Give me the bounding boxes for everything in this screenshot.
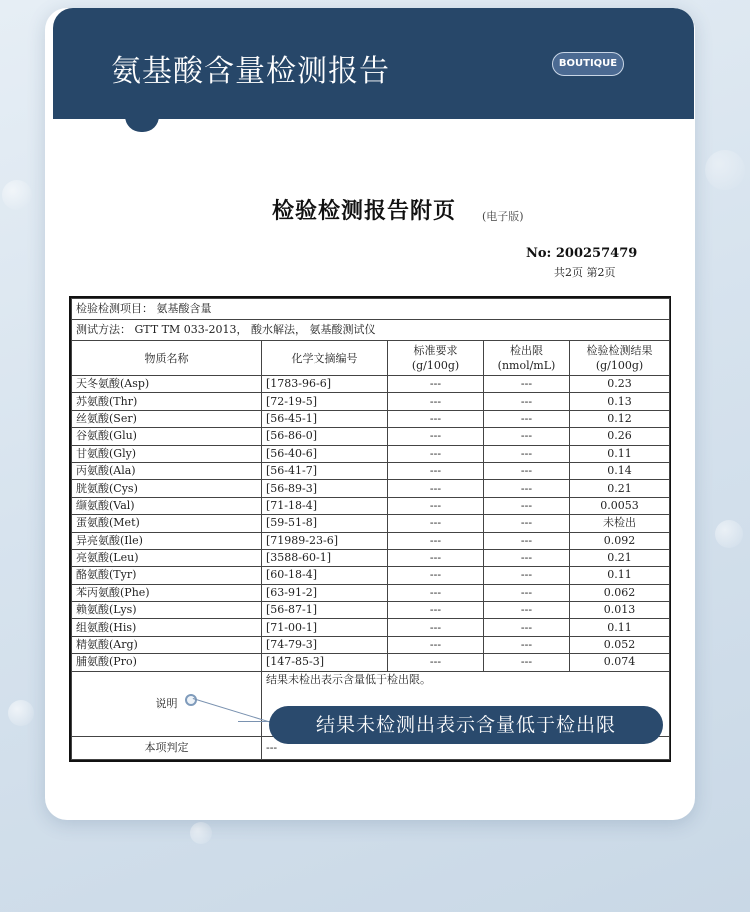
cell-limit: --- <box>484 532 570 549</box>
cell-result: 0.11 <box>570 445 670 462</box>
table-row <box>72 480 670 497</box>
document-title: 检验检测报告附页 <box>272 198 457 224</box>
explain-text: 结果未检出表示含量低于检出限。 <box>262 671 670 736</box>
test-item-label: 检验检测项目： 氨基酸含量 <box>72 299 670 320</box>
cell-result: 0.23 <box>570 376 670 393</box>
table-row <box>72 428 670 445</box>
cell-standard: --- <box>388 567 484 584</box>
cell-result: 0.0053 <box>570 497 670 514</box>
cell-cas: [1783-96-6] <box>262 376 388 393</box>
cell-cas: [71989-23-6] <box>262 532 388 549</box>
cell-standard: --- <box>388 462 484 479</box>
table-row <box>72 445 670 462</box>
cell-limit: --- <box>484 619 570 636</box>
cell-standard: --- <box>388 428 484 445</box>
report-card <box>45 8 695 820</box>
cell-limit: --- <box>484 549 570 566</box>
cell-result: 0.052 <box>570 636 670 653</box>
cell-cas: [63-91-2] <box>262 584 388 601</box>
cell-name: 异亮氨酸(Ile) <box>72 532 262 549</box>
cell-limit: --- <box>484 515 570 532</box>
table-row <box>72 549 670 566</box>
cell-standard: --- <box>388 532 484 549</box>
final-value: --- <box>262 736 670 759</box>
table-row <box>72 462 670 479</box>
cell-cas: [3588-60-1] <box>262 549 388 566</box>
page-title: 氨基酸含量检测报告 <box>111 54 390 89</box>
cell-limit: --- <box>484 462 570 479</box>
cell-name: 甘氨酸(Gly) <box>72 445 262 462</box>
column-header-standard: 标准要求 (g/100g) <box>388 341 484 376</box>
cell-name: 精氨酸(Arg) <box>72 636 262 653</box>
cell-name: 组氨酸(His) <box>72 619 262 636</box>
test-item-row <box>72 299 670 320</box>
report-number: No: 200257479 <box>526 246 638 261</box>
cell-cas: [60-18-4] <box>262 567 388 584</box>
test-method-label: 测试方法： GTT TM 033-2013， 酸水解法， 氨基酸测试仪 <box>72 320 670 341</box>
table-row <box>72 515 670 532</box>
cell-result: 0.062 <box>570 584 670 601</box>
cell-standard: --- <box>388 515 484 532</box>
cell-cas: [56-40-6] <box>262 445 388 462</box>
cell-cas: [56-41-7] <box>262 462 388 479</box>
cell-result: 0.26 <box>570 428 670 445</box>
cell-name: 亮氨酸(Leu) <box>72 549 262 566</box>
cell-name: 赖氨酸(Lys) <box>72 602 262 619</box>
cell-name: 缬氨酸(Val) <box>72 497 262 514</box>
cell-limit: --- <box>484 480 570 497</box>
document-title-suffix: (电子版) <box>482 210 524 223</box>
cell-limit: --- <box>484 445 570 462</box>
cell-name: 苏氨酸(Thr) <box>72 393 262 410</box>
header-notch <box>125 116 159 132</box>
table-row <box>72 619 670 636</box>
cell-cas: [56-45-1] <box>262 410 388 427</box>
table-row <box>72 654 670 671</box>
background-bubble <box>2 180 32 210</box>
cell-limit: --- <box>484 567 570 584</box>
final-label: 本项判定 <box>72 736 262 759</box>
cell-cas: [147-85-3] <box>262 654 388 671</box>
cell-limit: --- <box>484 584 570 601</box>
cell-result: 0.12 <box>570 410 670 427</box>
cell-limit: --- <box>484 393 570 410</box>
cell-standard: --- <box>388 619 484 636</box>
cell-result: 0.11 <box>570 567 670 584</box>
column-header-limit: 检出限 (nmol/mL) <box>484 341 570 376</box>
page-info: 共2页 第2页 <box>554 266 616 279</box>
cell-limit: --- <box>484 410 570 427</box>
cell-standard: --- <box>388 445 484 462</box>
table-row <box>72 410 670 427</box>
table-row <box>72 532 670 549</box>
background-bubble <box>190 822 212 844</box>
cell-name: 蛋氨酸(Met) <box>72 515 262 532</box>
cell-result: 0.092 <box>570 532 670 549</box>
boutique-badge: BOUTIQUE <box>552 52 624 76</box>
cell-standard: --- <box>388 497 484 514</box>
cell-name: 苯丙氨酸(Phe) <box>72 584 262 601</box>
cell-result: 0.013 <box>570 602 670 619</box>
table-header-row <box>72 341 670 376</box>
cell-result: 0.21 <box>570 549 670 566</box>
cell-cas: [72-19-5] <box>262 393 388 410</box>
cell-standard: --- <box>388 549 484 566</box>
cell-name: 丙氨酸(Ala) <box>72 462 262 479</box>
callout-note: 结果未检测出表示含量低于检出限 <box>269 706 663 744</box>
cell-cas: [71-18-4] <box>262 497 388 514</box>
cell-result: 0.14 <box>570 462 670 479</box>
cell-result: 未检出 <box>570 515 670 532</box>
table-row <box>72 636 670 653</box>
cell-cas: [74-79-3] <box>262 636 388 653</box>
cell-standard: --- <box>388 393 484 410</box>
cell-cas: [56-89-3] <box>262 480 388 497</box>
cell-name: 谷氨酸(Glu) <box>72 428 262 445</box>
explain-label: 说明 <box>72 671 262 736</box>
cell-result: 0.074 <box>570 654 670 671</box>
cell-limit: --- <box>484 636 570 653</box>
column-header-cas: 化学文摘编号 <box>262 341 388 376</box>
cell-cas: [56-86-0] <box>262 428 388 445</box>
column-header-result: 检验检测结果 (g/100g) <box>570 341 670 376</box>
cell-result: 0.11 <box>570 619 670 636</box>
cell-result: 0.21 <box>570 480 670 497</box>
cell-limit: --- <box>484 376 570 393</box>
header-banner <box>53 8 694 119</box>
cell-standard: --- <box>388 376 484 393</box>
cell-name: 丝氨酸(Ser) <box>72 410 262 427</box>
cell-limit: --- <box>484 497 570 514</box>
table-row <box>72 497 670 514</box>
cell-limit: --- <box>484 602 570 619</box>
cell-name: 酪氨酸(Tyr) <box>72 567 262 584</box>
cell-limit: --- <box>484 654 570 671</box>
table-row <box>72 584 670 601</box>
background-bubble <box>705 150 745 190</box>
background-bubble <box>8 700 34 726</box>
table-row <box>72 602 670 619</box>
report-table <box>69 296 671 762</box>
table-row <box>72 567 670 584</box>
table-row <box>72 393 670 410</box>
cell-name: 脯氨酸(Pro) <box>72 654 262 671</box>
table-row <box>72 376 670 393</box>
cell-cas: [56-87-1] <box>262 602 388 619</box>
cell-name: 天冬氨酸(Asp) <box>72 376 262 393</box>
background-bubble <box>715 520 743 548</box>
cell-name: 胱氨酸(Cys) <box>72 480 262 497</box>
cell-standard: --- <box>388 480 484 497</box>
cell-standard: --- <box>388 410 484 427</box>
cell-standard: --- <box>388 602 484 619</box>
cell-limit: --- <box>484 428 570 445</box>
cell-cas: [59-51-8] <box>262 515 388 532</box>
cell-cas: [71-00-1] <box>262 619 388 636</box>
cell-standard: --- <box>388 654 484 671</box>
cell-result: 0.13 <box>570 393 670 410</box>
test-method-row <box>72 320 670 341</box>
cell-standard: --- <box>388 636 484 653</box>
column-header-name: 物质名称 <box>72 341 262 376</box>
cell-standard: --- <box>388 584 484 601</box>
